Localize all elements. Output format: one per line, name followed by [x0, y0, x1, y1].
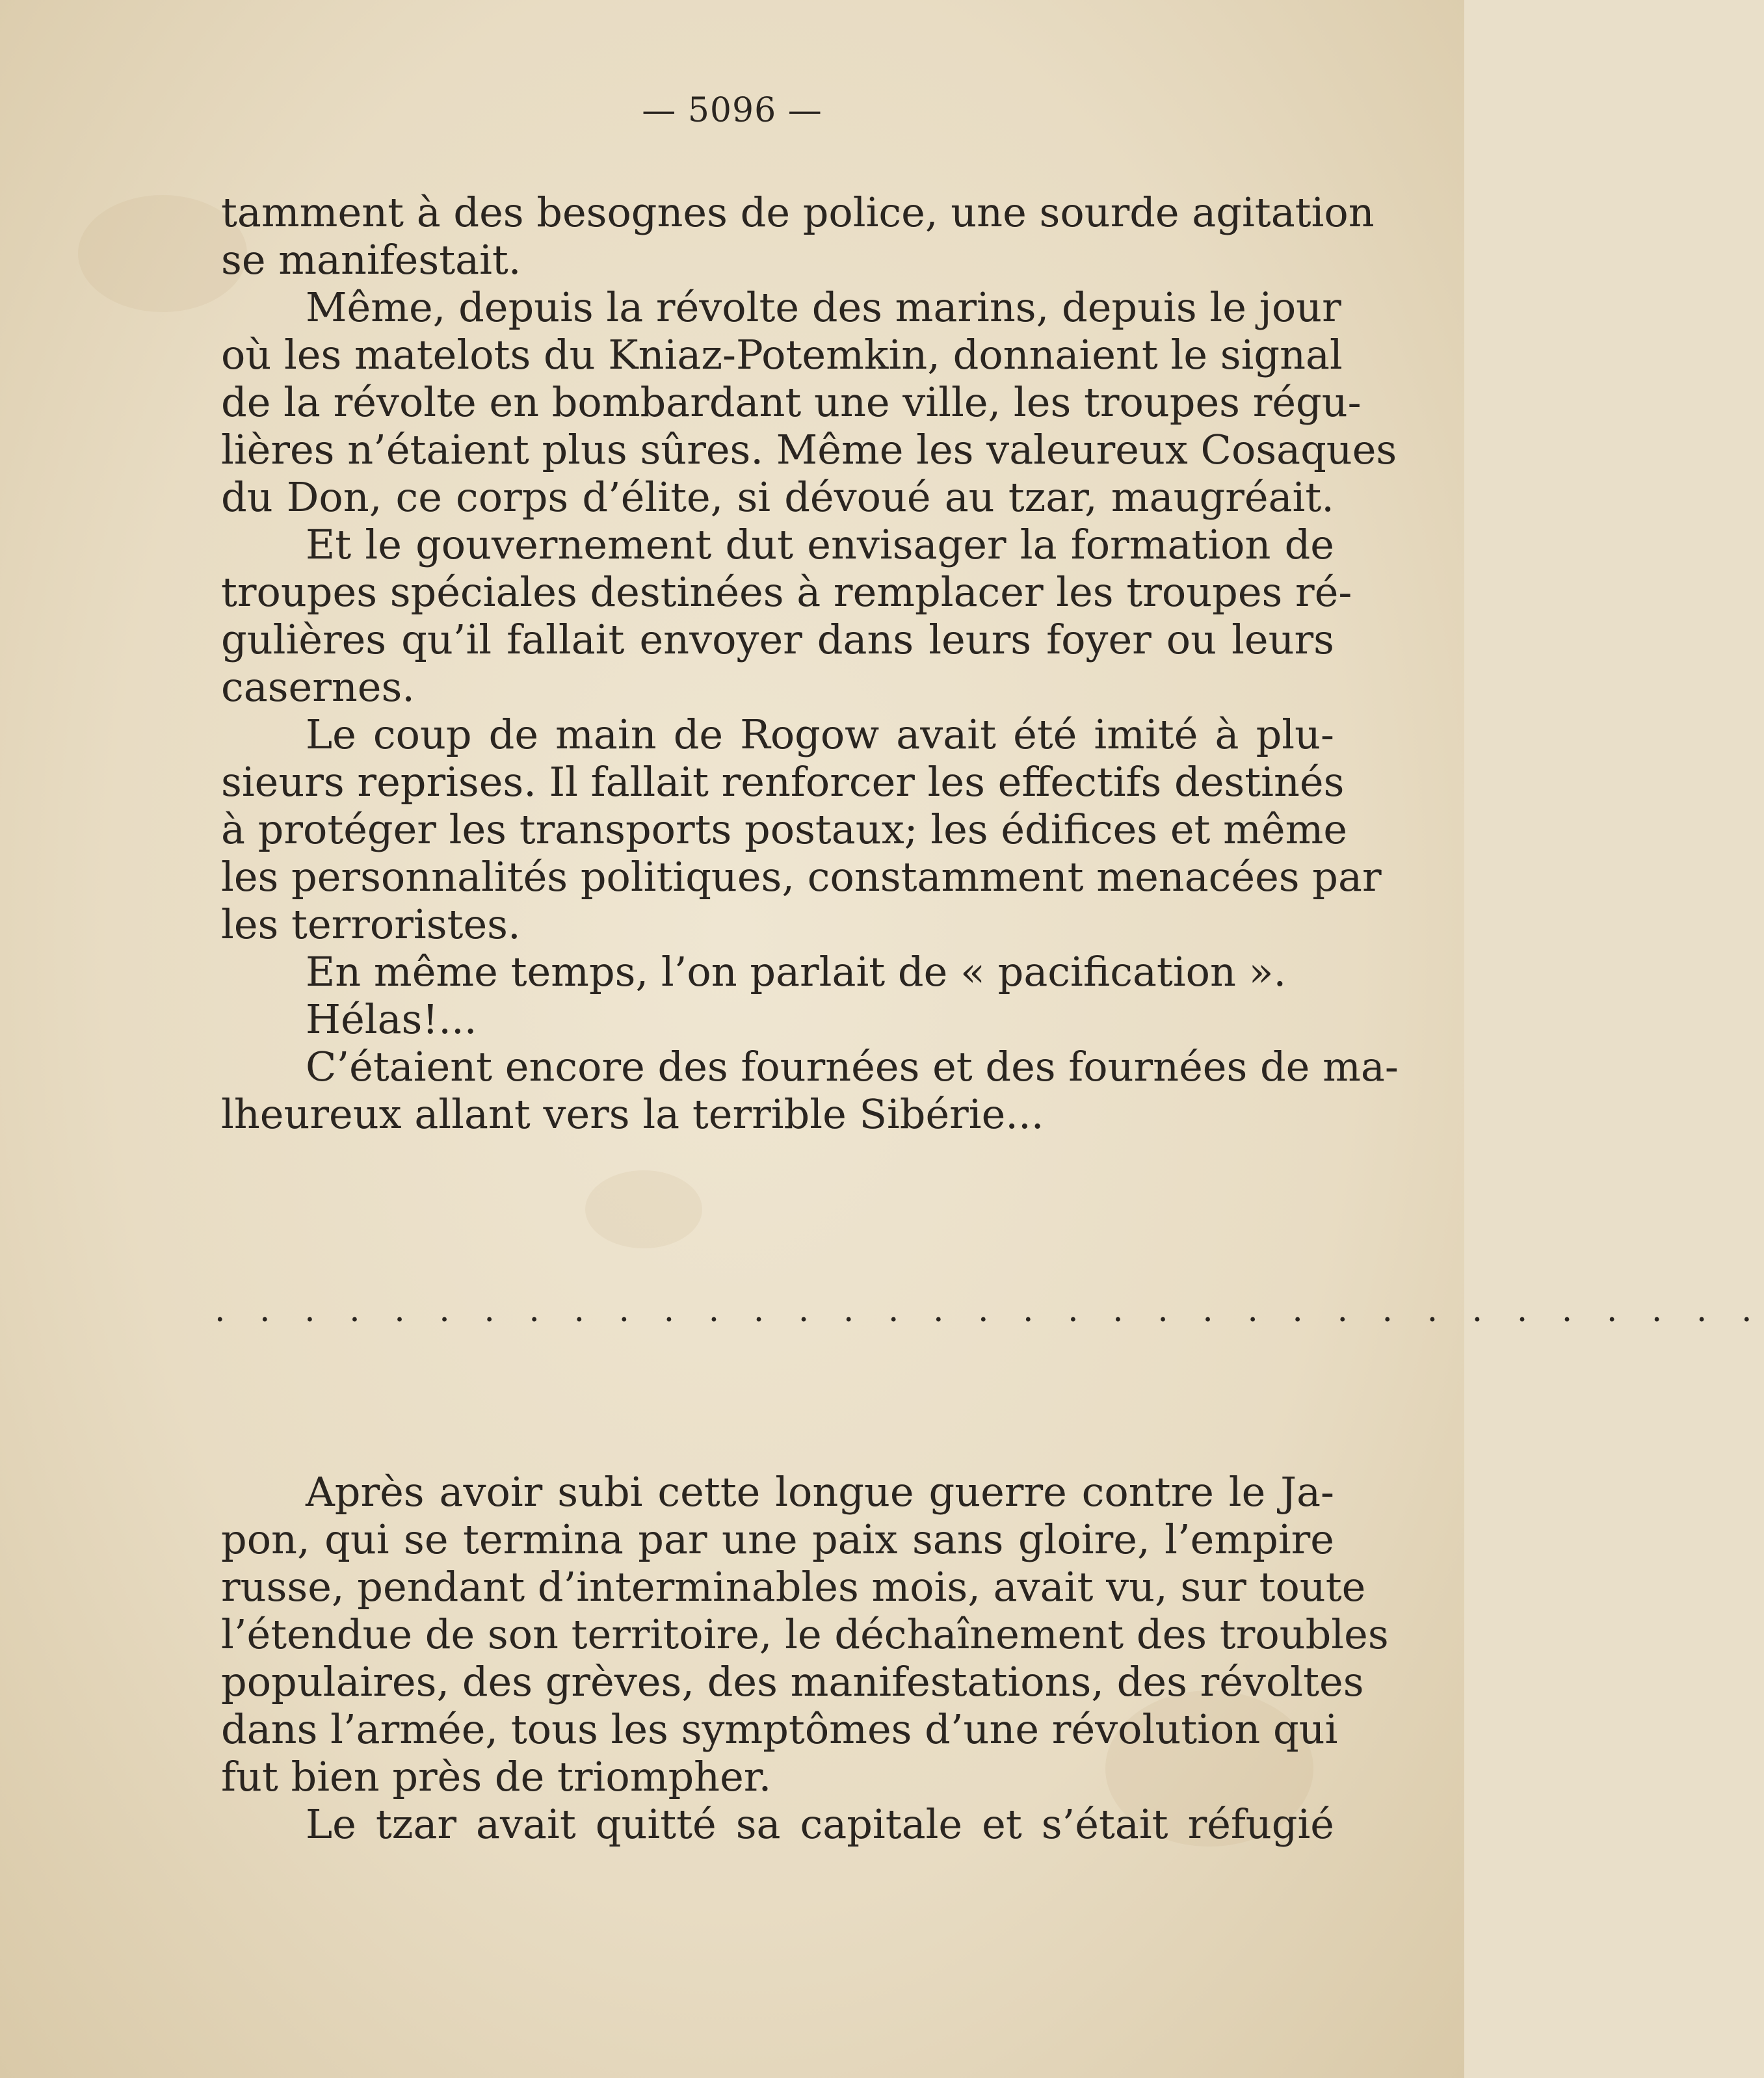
text-line: En même temps, l’on parlait de « pacification ».	[306, 948, 1287, 995]
text-line: dans l’armée, tous les symptômes d’une révolution qui	[221, 1705, 1338, 1753]
text-section-1	[221, 189, 1399, 1138]
text-line: troupes spéciales destinées à remplacer les troupes ré-	[221, 568, 1352, 616]
text-line: lières n’étaient plus sûres. Même les valeureux Cosaques	[221, 426, 1397, 473]
text-line: fut bien près de triompher.	[221, 1753, 772, 1800]
text-line: les terroristes.	[221, 901, 521, 948]
section-separator-dots: . . . . . . . . . . . . . . . . . . . . . . . . . . . . . . . . . . .	[215, 1291, 1764, 1330]
text-line: populaires, des grèves, des manifestations, des révoltes	[221, 1658, 1364, 1705]
text-line: casernes.	[221, 663, 415, 711]
text-line: pon, qui se termina par une paix sans gloire, l’empire	[221, 1516, 1334, 1563]
text-line: sieurs reprises. Il fallait renforcer les effectifs destinés	[221, 758, 1345, 806]
text-line: Le coup de main de Rogow avait été imité à plu-	[306, 711, 1334, 758]
text-line: russe, pendant d’interminables mois, avait vu, sur toute	[221, 1563, 1366, 1611]
paper-stain	[585, 1170, 702, 1248]
text-line: lheureux allant vers la terrible Sibérie...	[221, 1090, 1044, 1138]
text-line: Hélas!...	[306, 995, 477, 1043]
text-line: Même, depuis la révolte des marins, depuis le jour	[306, 283, 1341, 331]
text-line: Le tzar avait quitté sa capitale et s’était réfugié	[306, 1800, 1334, 1848]
text-line: à protéger les transports postaux; les édifices et même	[221, 806, 1348, 853]
text-line: du Don, ce corps d’élite, si dévoué au tzar, maugréait.	[221, 473, 1334, 521]
text-line: l’étendue de son territoire, le déchaînement des troubles	[221, 1611, 1389, 1658]
text-section-2	[221, 1468, 1389, 1848]
text-line: de la révolte en bombardant une ville, les troupes régu-	[221, 378, 1362, 426]
text-line: Et le gouvernement dut envisager la formation de	[306, 521, 1334, 568]
page-number: — 5096 —	[642, 91, 823, 130]
text-line: les personnalités politiques, constamment menacées par	[221, 853, 1382, 901]
text-line: tamment à des besognes de police, une sourde agitation	[221, 189, 1375, 236]
text-line: où les matelots du Kniaz-Potemkin, donnaient le signal	[221, 331, 1343, 378]
text-line: C’étaient encore des fournées et des fournées de ma-	[306, 1043, 1399, 1090]
text-line: Après avoir subi cette longue guerre contre le Ja-	[306, 1468, 1334, 1516]
text-line: se manifestait.	[221, 236, 521, 283]
text-line: gulières qu’il fallait envoyer dans leurs foyer ou leurs	[221, 616, 1334, 663]
